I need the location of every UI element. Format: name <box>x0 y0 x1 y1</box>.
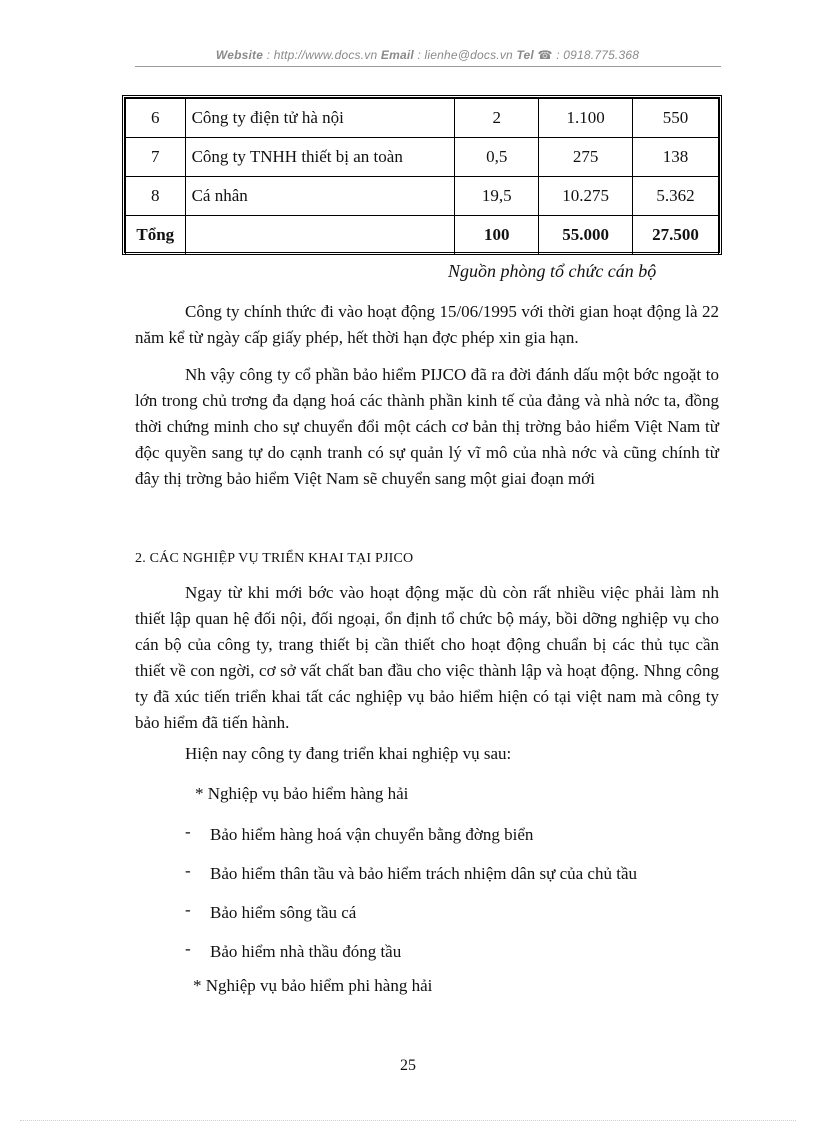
row-number: 7 <box>126 138 186 177</box>
row-name: Công ty điện tử hà nội <box>185 99 455 138</box>
nonmarine-heading: * Nghiệp vụ bảo hiểm phi hàng hải <box>193 976 433 995</box>
email-label: Email <box>380 48 414 62</box>
bullet-dash: - <box>185 939 191 958</box>
total-paid: 27.500 <box>633 216 719 255</box>
row-capital: 275 <box>539 138 633 177</box>
row-number: 6 <box>126 99 186 138</box>
row-number: 8 <box>126 177 186 216</box>
bullet-dash: - <box>185 900 191 919</box>
table-total-row <box>126 216 719 255</box>
list-item: Bảo hiểm nhà thầu đóng tầu <box>210 942 402 961</box>
total-percent: 100 <box>455 216 539 255</box>
list-item: Bảo hiểm hàng hoá vận chuyển bằng đờng biển <box>210 825 534 844</box>
row-capital: 10.275 <box>539 177 633 216</box>
paragraph-operations: Ngay từ khi mới bớc vào hoạt động mặc dù còn rất nhiều việc phải làm nh thiết lập quan hệ đối nội, đối ngoại, ổn định tổ chức bộ máy, bồi dỡng nghiệp vụ cho cán bộ của công ty, trang thiết bị cần thiết cho hoạt động chuẩn bị các thủ tục cần thiết về con ngời, cơ sở vất chất ban đầu cho việc thành lập và hoạt động. Nhng công ty đã xúc tiến triển khai tất các nghiệp vụ bảo hiểm hiện có tại việt nam mà công ty bảo hiểm đã tiến hành. <box>135 583 719 732</box>
intro-line: Hiện nay công ty đang triển khai nghiệp vụ sau: <box>185 744 512 763</box>
list-item: Bảo hiểm thân tầu và bảo hiểm trách nhiệm dân sự của chủ tầu <box>210 864 637 883</box>
paragraph-founding: Công ty chính thức đi vào hoạt động 15/06/1995 với thời gian hoạt động là 22 năm kể từ ngày cấp giấy phép, hết thời hạn đợc phép xin gia hạn. <box>135 302 719 347</box>
email-value[interactable]: : lienhe@docs.vn <box>417 48 513 62</box>
footer-divider <box>20 1120 796 1121</box>
row-percent: 2 <box>455 99 539 138</box>
marine-heading: * Nghiệp vụ bảo hiểm hàng hải <box>195 784 409 803</box>
table-row <box>126 177 719 216</box>
bullet-dash: - <box>185 861 191 880</box>
row-capital: 1.100 <box>539 99 633 138</box>
shareholder-table <box>122 95 722 255</box>
table-row <box>126 99 719 138</box>
row-paid: 5.362 <box>633 177 719 216</box>
header-divider <box>135 66 721 67</box>
total-capital: 55.000 <box>539 216 633 255</box>
tel-label: Tel <box>516 48 534 62</box>
row-percent: 0,5 <box>455 138 539 177</box>
row-name: Cá nhân <box>185 177 455 216</box>
website-label: Website <box>215 48 264 62</box>
table-source: Nguồn phòng tổ chức cán bộ <box>448 261 657 281</box>
paragraph-significance: Nh vậy công ty cổ phần bảo hiểm PIJCO đã ra đời đánh dấu một bớc ngoặt to lớn trong chủ trơng đa dạng hoá các thành phần kinh tế của đảng và nhà nớc ta, đồng thời chứng minh cho sự chuyển đổi một cách cơ bản thị trờng bảo hiểm Việt Nam từ độc quyền sang tự do cạnh tranh có sự quản lý vĩ mô của nhà nớc và cũng chính từ đây thị trờng bảo hiểm Việt Nam sẽ chuyển sang một giai đoạn mới <box>135 365 719 488</box>
row-paid: 550 <box>633 99 719 138</box>
table-row <box>126 138 719 177</box>
row-name: Công ty TNHH thiết bị an toàn <box>185 138 455 177</box>
total-name <box>185 216 455 255</box>
website-value[interactable]: : http://www.docs.vn <box>266 48 378 62</box>
section-title: 2. CÁC NGHIỆP VỤ TRIỂN KHAI TẠI PJICO <box>135 551 414 566</box>
list-item: Bảo hiểm sông tầu cá <box>210 903 357 922</box>
row-percent: 19,5 <box>455 177 539 216</box>
total-label: Tổng <box>126 216 186 255</box>
page-number: 25 <box>400 1057 416 1074</box>
row-paid: 138 <box>633 138 719 177</box>
bullet-dash: - <box>185 822 191 841</box>
tel-value: : 0918.775.368 <box>556 48 640 62</box>
phone-icon: ☎ <box>537 48 553 62</box>
page-header <box>135 48 720 62</box>
